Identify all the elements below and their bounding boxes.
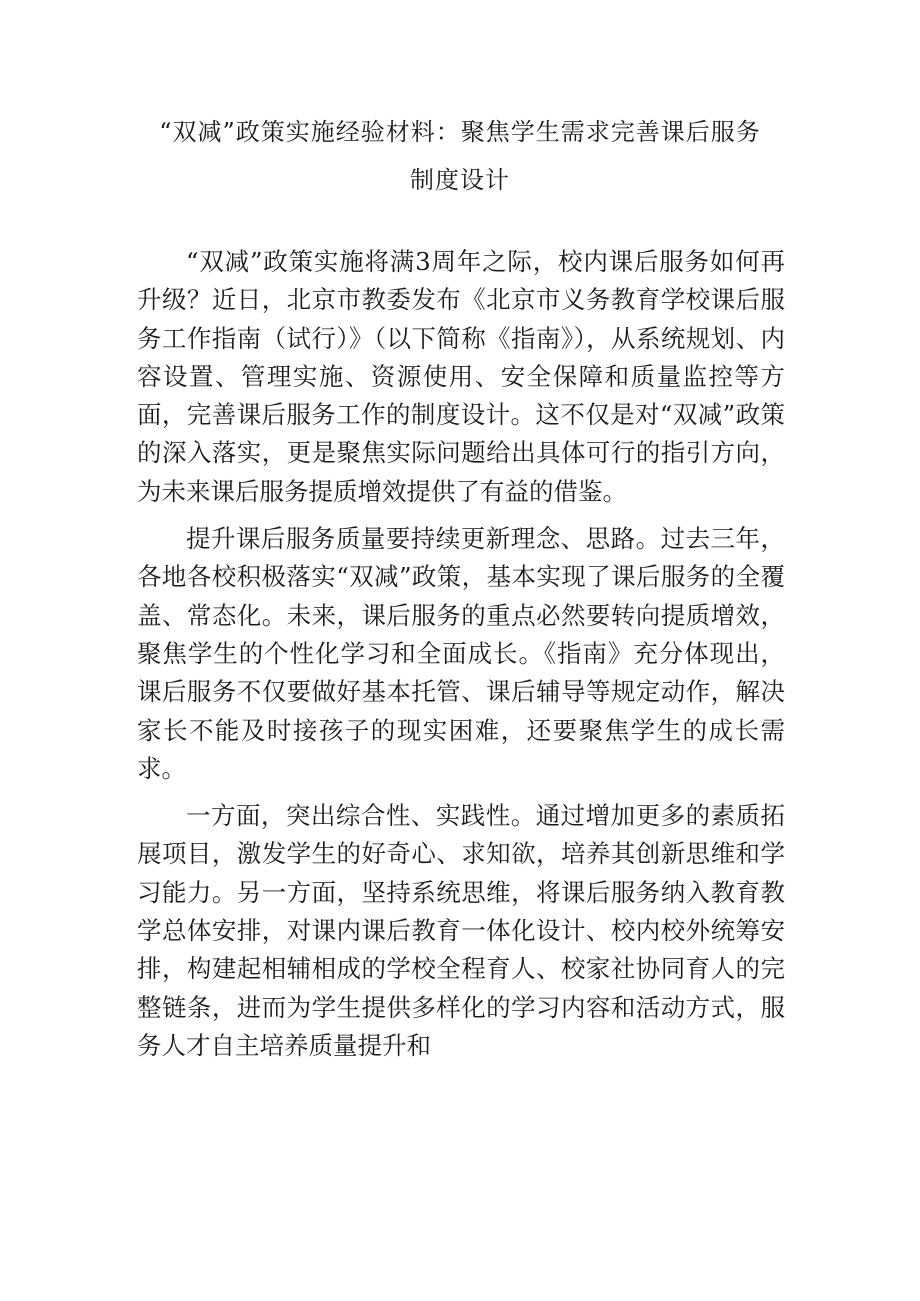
paragraph-1: “双减”政策实施将满3周年之际，校内课后服务如何再升级？近日，北京市教委发布《北京市义务教育学校课后服务工作指南（试行）》（以下简称《指南》），从系统规划、内容设置、管理实施、资源使用、安全保障和质量监控等方面，完善课后服务工作的制度设计。这不仅是对“双减”政策的深入落实，更是聚焦实际问题给出具体可行的指引方向，为未来课后服务提质增效提供了有益的借鉴。 <box>137 247 785 506</box>
document-title: “双减”政策实施经验材料：聚焦学生需求完善课后服务制度设计 <box>159 118 761 194</box>
paragraph-3: 一方面，突出综合性、实践性。通过增加更多的素质拓展项目，激发学生的好奇心、求知欲，培养其创新思维和学习能力。另一方面，坚持系统思维，将课后服务纳入教育教学总体安排，对课内课后教育一体化设计、校内校外统筹安排，构建起相辅相成的学校全程育人、校家社协同育人的完整链条，进而为学生提供多样化的学习内容和活动方式，服务人才自主培养质量提升和 <box>137 801 785 1060</box>
document-body <box>137 243 785 1074</box>
paragraph-2: 提升课后服务质量要持续更新理念、思路。过去三年，各地各校积极落实“双减”政策，基本实现了课后服务的全覆盖、常态化。未来，课后服务的重点必然要转向提质增效，聚焦学生的个性化学习和全面成长。《指南》充分体现出，课后服务不仅要做好基本托管、课后辅导等规定动作，解决家长不能及时接孩子的现实困难，还要聚焦学生的成长需求。 <box>137 524 785 783</box>
